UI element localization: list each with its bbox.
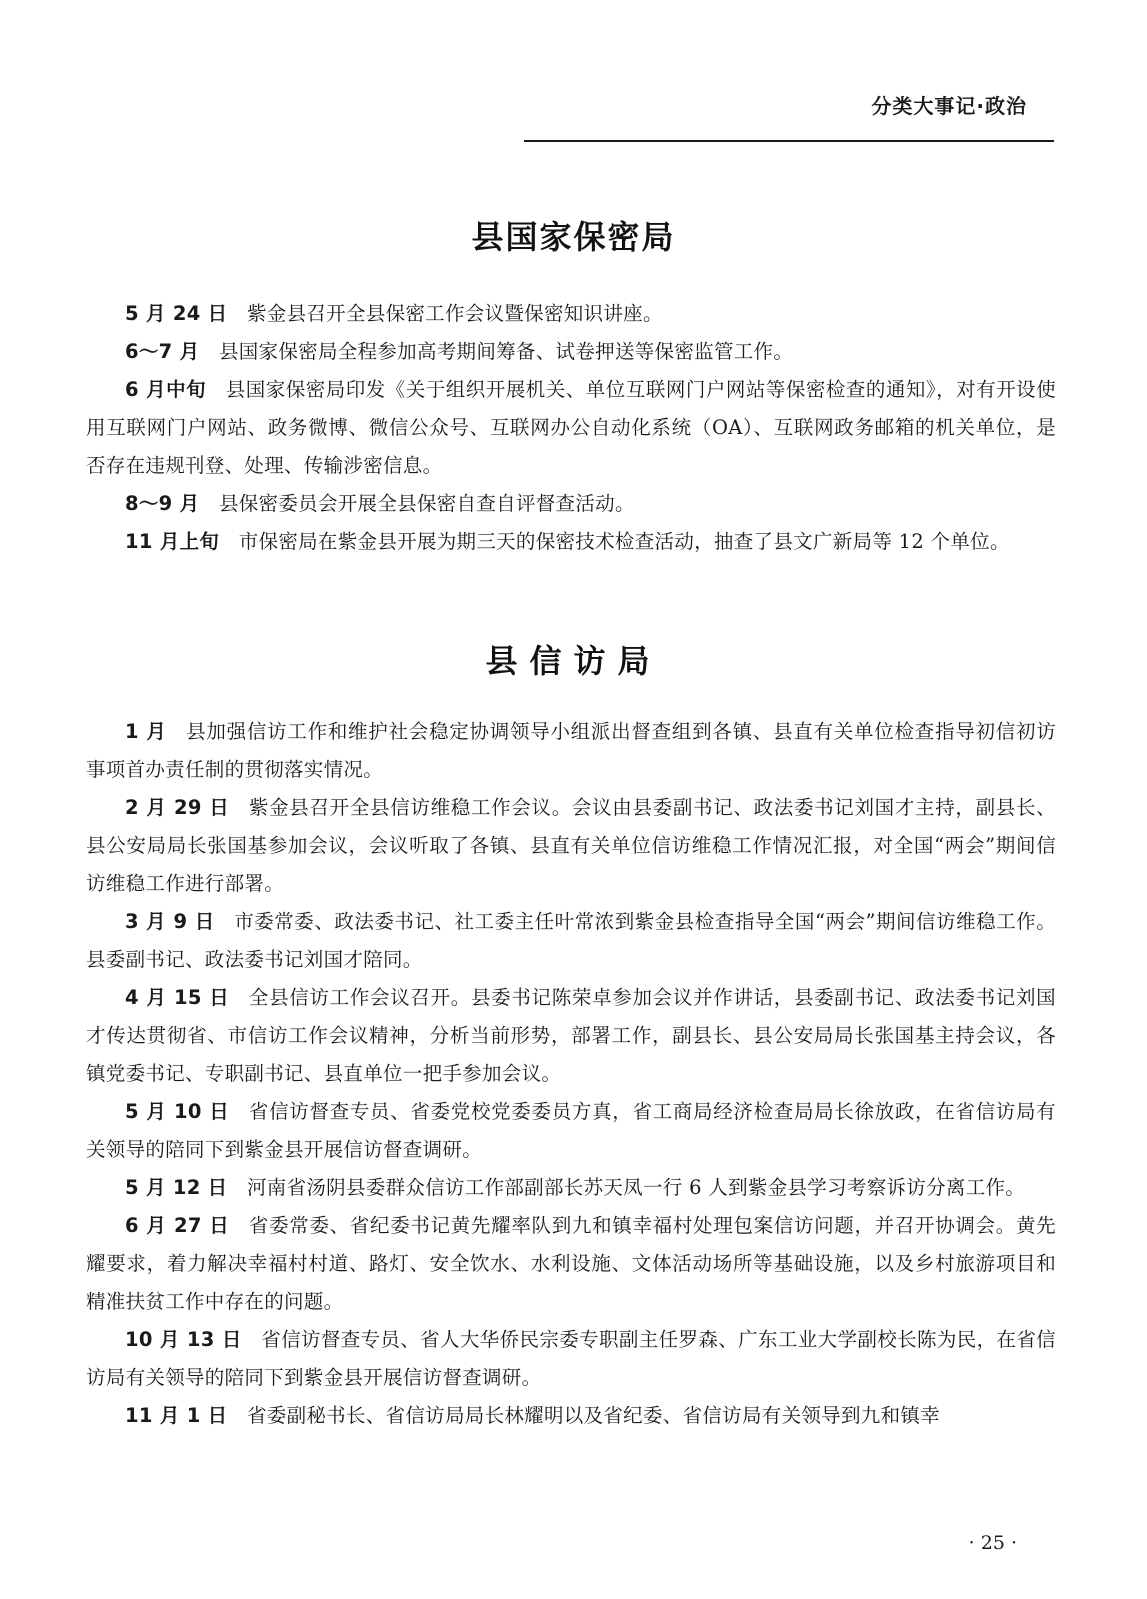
entry-date: 5 月 24 日 — [125, 302, 228, 325]
chronicle-entry — [86, 485, 1056, 523]
entry-text: 县国家保密局全程参加高考期间筹备、试卷押送等保密监管工作。 — [218, 340, 794, 363]
entry-text: 县国家保密局印发《关于组织开展机关、单位互联网门户网站等保密检查的通知》，对有开设使用互联网门户网站、政务微博、微信公众号、互联网办公自动化系统（OA）、互联网政务邮箱的机关单位，是否存在违规刊登、处理、传输涉密信息。 — [86, 378, 1056, 477]
header-rule — [524, 140, 1054, 142]
entry-date: 11 月 1 日 — [125, 1404, 228, 1427]
chronicle-entry — [86, 371, 1056, 485]
entry-date: 6 月中旬 — [125, 378, 207, 401]
entry-date: 2 月 29 日 — [125, 796, 230, 819]
chronicle-entry — [86, 1207, 1056, 1321]
entry-text: 河南省汤阴县委群众信访工作部副部长苏天凤一行 6 人到紫金县学习考察诉访分离工作。 — [246, 1176, 1026, 1199]
section-body-petition-bureau — [86, 713, 1056, 1435]
entry-text: 市委常委、政法委书记、社工委主任叶常浓到紫金县检查指导全国“两会”期间信访维稳工作。县委副书记、政法委书记刘国才陪同。 — [86, 910, 1056, 971]
entry-text: 市保密局在紫金县开展为期三天的保密技术检查活动，抽查了县文广新局等 12 个单位。 — [238, 530, 1010, 553]
chronicle-entry — [86, 295, 1056, 333]
page-number: · 25 · — [968, 1532, 1017, 1554]
entry-text: 全县信访工作会议召开。县委书记陈荣卓参加会议并作讲话，县委副书记、政法委书记刘国才传达贯彻省、市信访工作会议精神，分析当前形势，部署工作，副县长、县公安局局长张国基主持会议，各镇党委书记、专职副书记、县直单位一把手参加会议。 — [86, 986, 1056, 1085]
entry-date: 4 月 15 日 — [125, 986, 230, 1009]
entry-text: 省信访督查专员、省委党校党委委员方真，省工商局经济检查局局长徐放政，在省信访局有关领导的陪同下到紫金县开展信访督查调研。 — [86, 1100, 1056, 1161]
chronicle-entry — [86, 789, 1056, 903]
entry-text: 省信访督查专员、省人大华侨民宗委专职副主任罗森、广东工业大学副校长陈为民，在省信访局有关领导的陪同下到紫金县开展信访督查调研。 — [86, 1328, 1056, 1389]
entry-text: 省委常委、省纪委书记黄先耀率队到九和镇幸福村处理包案信访问题，并召开协调会。黄先耀要求，着力解决幸福村村道、路灯、安全饮水、水利设施、文体活动场所等基础设施，以及乡村旅游项目和精准扶贫工作中存在的问题。 — [86, 1214, 1056, 1313]
chronicle-entry — [86, 523, 1056, 561]
entry-text: 省委副秘书长、省信访局局长林耀明以及省纪委、省信访局有关领导到九和镇幸 — [246, 1404, 940, 1427]
entry-date: 5 月 10 日 — [125, 1100, 230, 1123]
entry-text: 紫金县召开全县信访维稳工作会议。会议由县委副书记、政法委书记刘国才主持，副县长、县公安局局长张国基参加会议，会议听取了各镇、县直有关单位信访维稳工作情况汇报，对全国“两会”期间信访维稳工作进行部署。 — [86, 796, 1056, 895]
chronicle-entry — [86, 713, 1056, 789]
section-body-secrecy-bureau — [86, 295, 1056, 561]
entry-date: 3 月 9 日 — [125, 910, 215, 933]
entry-date: 11 月上旬 — [125, 530, 220, 553]
entry-text: 紫金县召开全县保密工作会议暨保密知识讲座。 — [246, 302, 663, 325]
section-title-secrecy-bureau: 县国家保密局 — [471, 218, 676, 256]
section-title-petition-bureau: 县信访局 — [485, 642, 662, 680]
chronicle-entry — [86, 1093, 1056, 1169]
entry-date: 1 月 — [125, 720, 167, 743]
entry-date: 8～9 月 — [125, 492, 200, 515]
entry-date: 6 月 27 日 — [125, 1214, 230, 1237]
running-head: 分类大事记·政治 — [871, 94, 1027, 118]
chronicle-entry — [86, 1397, 1056, 1435]
chronicle-entry — [86, 333, 1056, 371]
entry-text: 县保密委员会开展全县保密自查自评督查活动。 — [218, 492, 635, 515]
entry-date: 6～7 月 — [125, 340, 200, 363]
entry-date: 10 月 13 日 — [125, 1328, 242, 1351]
chronicle-entry — [86, 1169, 1056, 1207]
entry-text: 县加强信访工作和维护社会稳定协调领导小组派出督查组到各镇、县直有关单位检查指导初信初访事项首办责任制的贯彻落实情况。 — [86, 720, 1056, 781]
entry-date: 5 月 12 日 — [125, 1176, 228, 1199]
chronicle-entry — [86, 1321, 1056, 1397]
chronicle-entry — [86, 979, 1056, 1093]
chronicle-entry — [86, 903, 1056, 979]
